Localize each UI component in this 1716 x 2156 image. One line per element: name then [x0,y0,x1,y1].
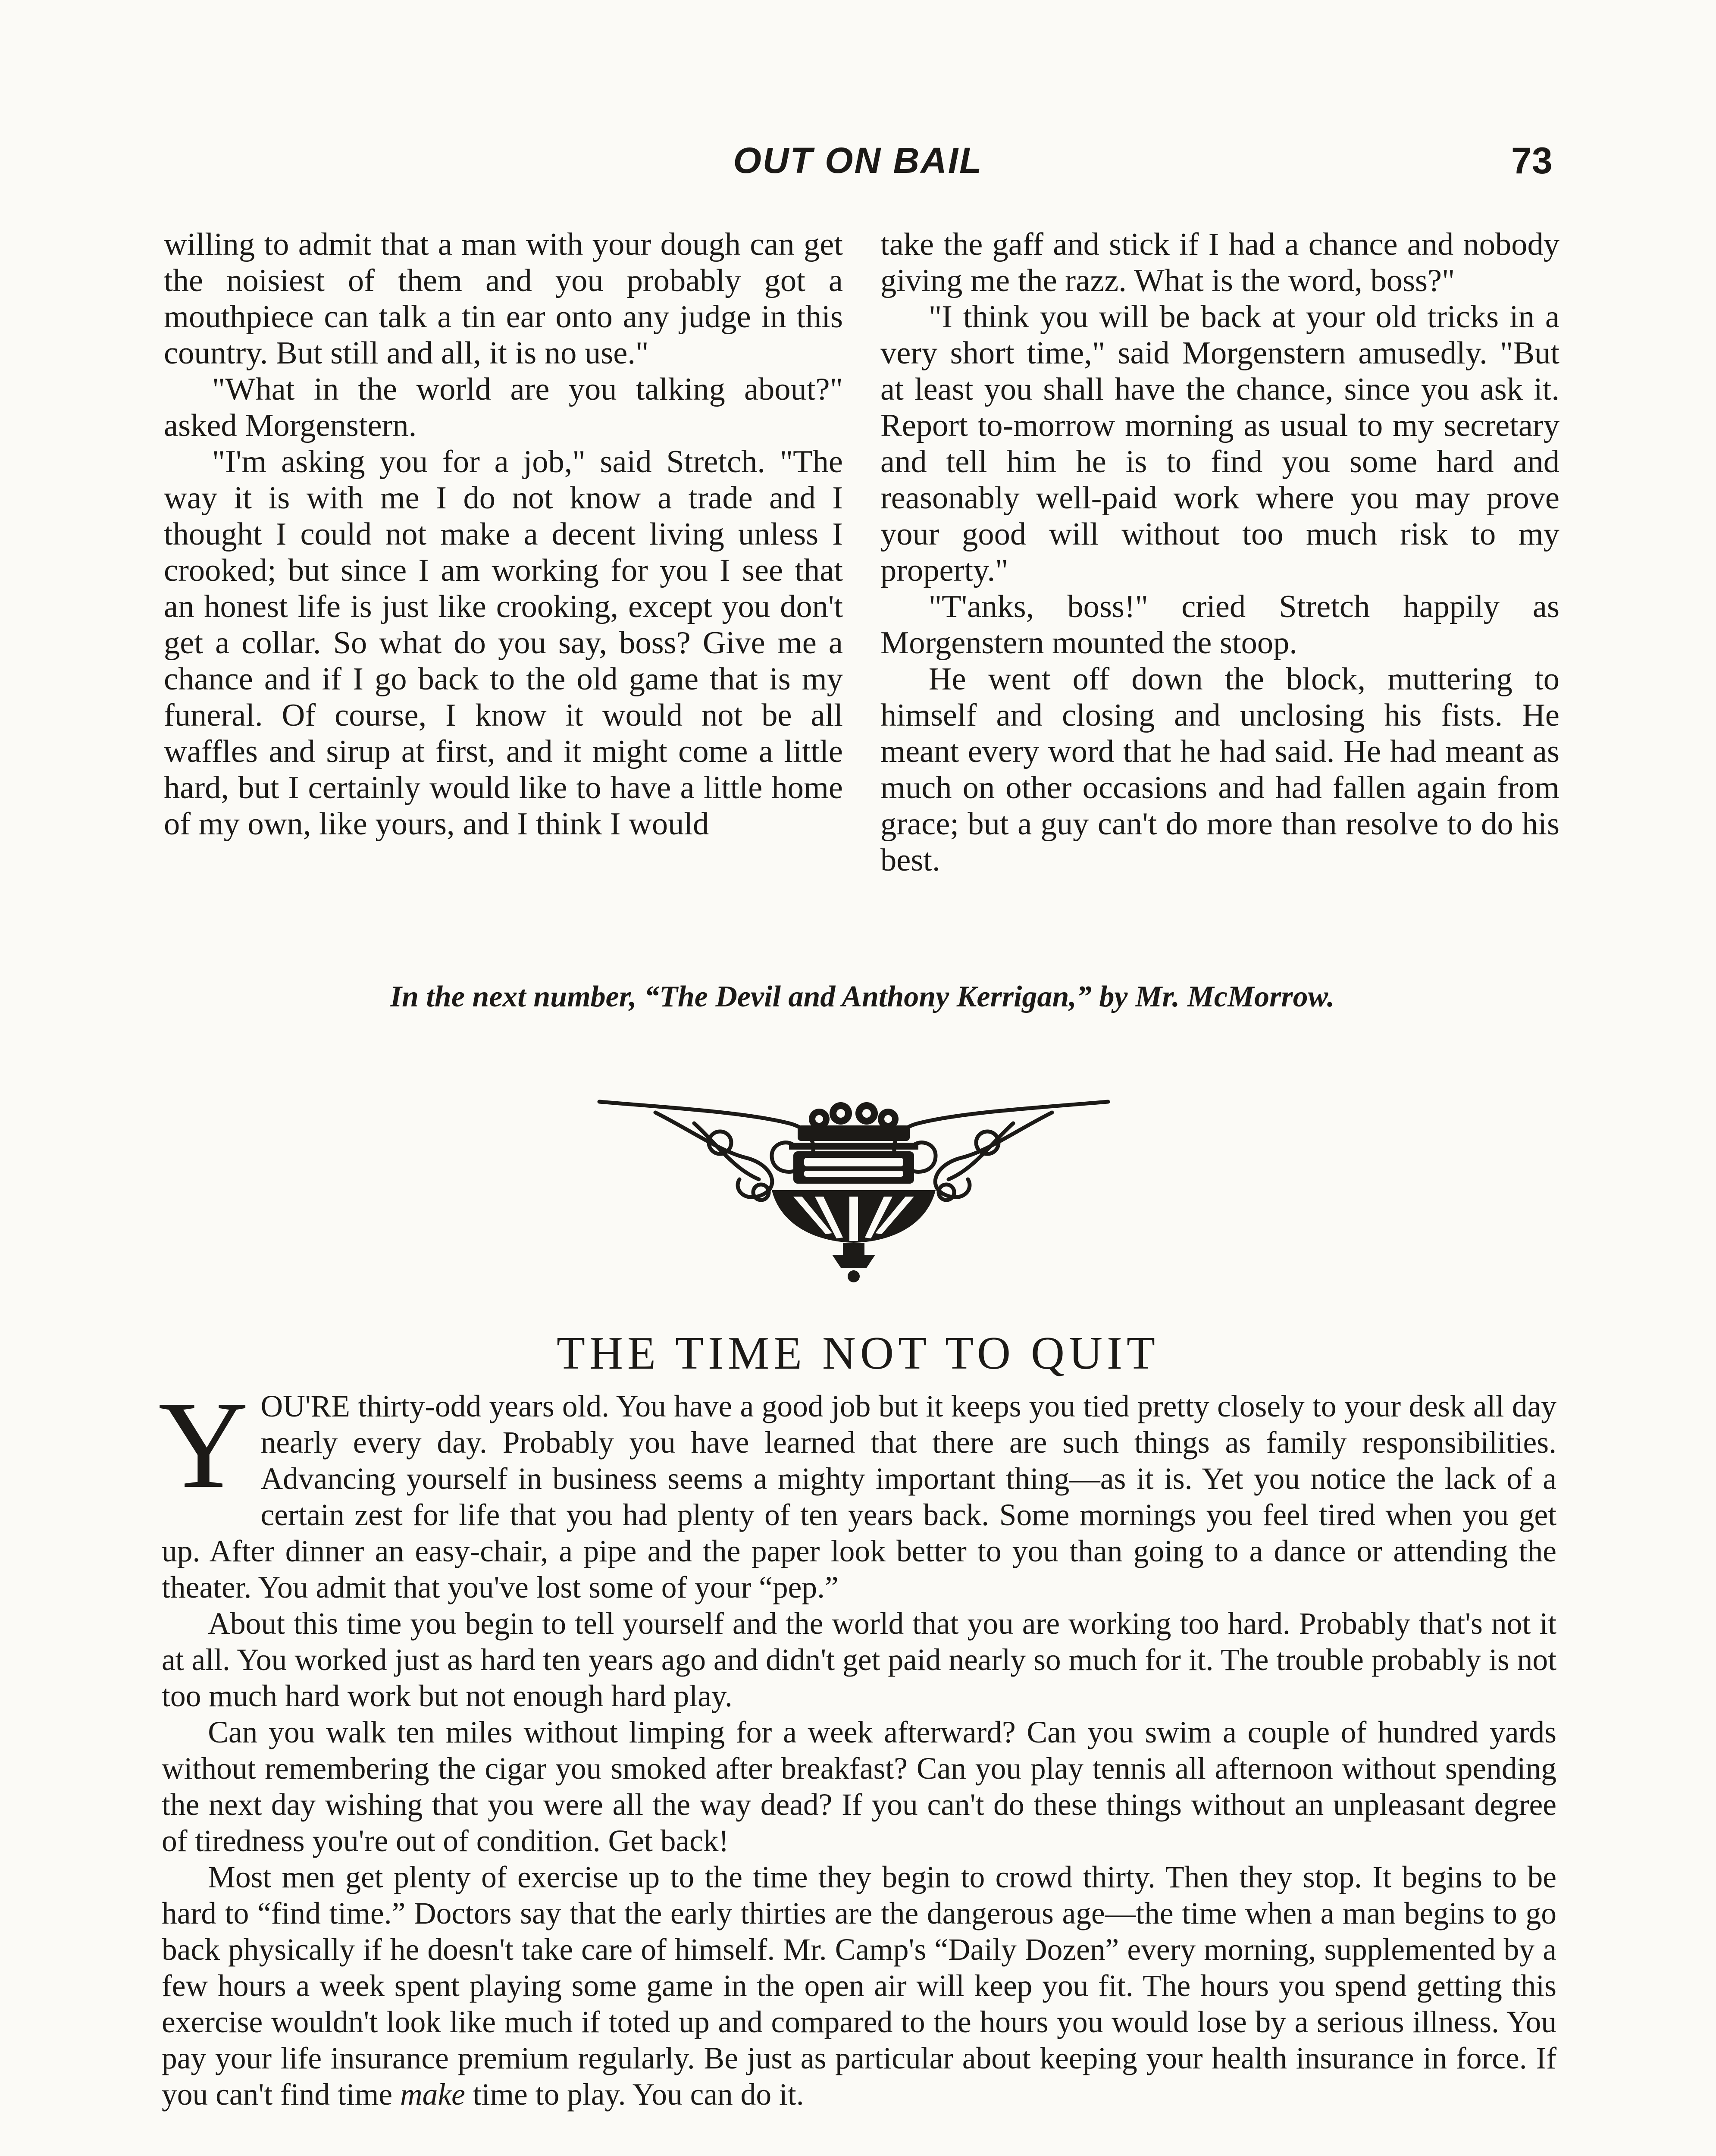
story-paragraph: take the gaff and stick if I had a chance and nobody giving me the razz. What is the word, boss?" [880,227,1559,298]
essay-paragraph: Can you walk ten miles without limping for a week afterward? Can you swim a couple of hundred yards without remembering the cigar you smoked after breakfast? Can you play tennis all afternoon without spending the next day wishing that you were all the way dead? If you can't do these things without an unpleasant degree of tiredness you're out of condition. Get back! [162,1715,1556,1858]
story-paragraph: He went off down the block, muttering to himself and closing and unclosing his fists. He meant every word that he had said. He had meant as much on other occasions and had fallen again from grace; but a guy can't do more than resolve to do his best. [880,661,1559,878]
essay-paragraph-last [162,1859,1556,2113]
story-paragraph: "I'm asking you for a job," said Stretch. "The way it is with me I do not know a trade and I thought I could not make a decent living unless I crooked; but since I am working for you I see that an honest life is just like crooking, except you don't get a collar. So what do you say, boss? Give me a chance and if I go back to the old game that is my funeral. Of course, I know it would not be all waffles and sirup at first, and it might come a little hard, but I certainly would like to have a little home of my own, like yours, and I think I would [164,444,843,842]
essay-last-tail: time to play. You can do it. [465,2078,804,2112]
story-column-right [880,226,1559,878]
essay-lead-paragraph [158,1376,1556,1606]
essay-lead-text: OU'RE thirty-odd years old. You have a good job but it keeps you tied pretty closely to your desk all day nearly every day. Probably you have learned that there are such things as family responsibilities. Advancing yourself in business seems a mighty important thing—as it is. Yet you notice the lack of a certain zest for life that you had plenty of ten years back. Some mornings you feel tired when you get up. After dinner an easy-chair, a pipe and the paper look better to you than going to a dance or attending the theater. You admit that you've lost some of your “pep.” [162,1389,1556,1604]
story-paragraph: "What in the world are you talking about?" asked Morgenstern. [164,372,843,443]
next-number-notice: In the next number, “The Devil and Anthony Kerrigan,” by Mr. McMorrow. [390,980,1335,1013]
emphasis-make: make [400,2078,465,2112]
page-number: 73 [1511,140,1553,182]
running-header-title: OUT ON BAIL [733,140,983,181]
urn-ornament-icon [591,1082,1117,1285]
essay-body [158,1376,1556,2113]
story-paragraph: willing to admit that a man with your dough can get the noisiest of them and you probably got a mouthpiece can talk a tin ear onto any judge in this country. But still and all, it is no use." [164,227,843,371]
story-paragraph: "T'anks, boss!" cried Stretch happily as Morgenstern mounted the stoop. [880,589,1559,661]
essay-title: THE TIME NOT TO QUIT [557,1328,1159,1379]
drop-cap: Y [158,1376,249,1514]
essay-last-text: Most men get plenty of exercise up to the time they begin to crowd thirty. Then they stop. It begins to be hard to “find time.” Doctors say that the early thirties are the dangerous age—the time when a man begins to go back physically if he doesn't take care of himself. Mr. Camp's “Daily Dozen” every morning, supplemented by a few hours a week spent playing some game in the open air will keep you fit. The hours you spend getting this exercise wouldn't look like much if toted up and compared to the hours you would lose by a serious illness. You pay your life insurance premium regularly. Be just as particular about keeping your health insurance in force. If you can't find time [162,1860,1556,2112]
story-column-left [164,226,843,842]
essay-paragraph: About this time you begin to tell yourself and the world that you are working too hard. Probably that's not it at all. You worked just as hard ten years ago and didn't get paid nearly so much for it. The trouble probably is not too much hard work but not enough hard play. [162,1607,1556,1713]
story-paragraph: "I think you will be back at your old tricks in a very short time," said Morgenstern amusedly. "But at least you shall have the chance, since you ask it. Report to-morrow morning as usual to my secretary and tell him he is to find you some hard and reasonably well-paid work where you may prove your good will without too much risk to my property." [880,299,1559,588]
